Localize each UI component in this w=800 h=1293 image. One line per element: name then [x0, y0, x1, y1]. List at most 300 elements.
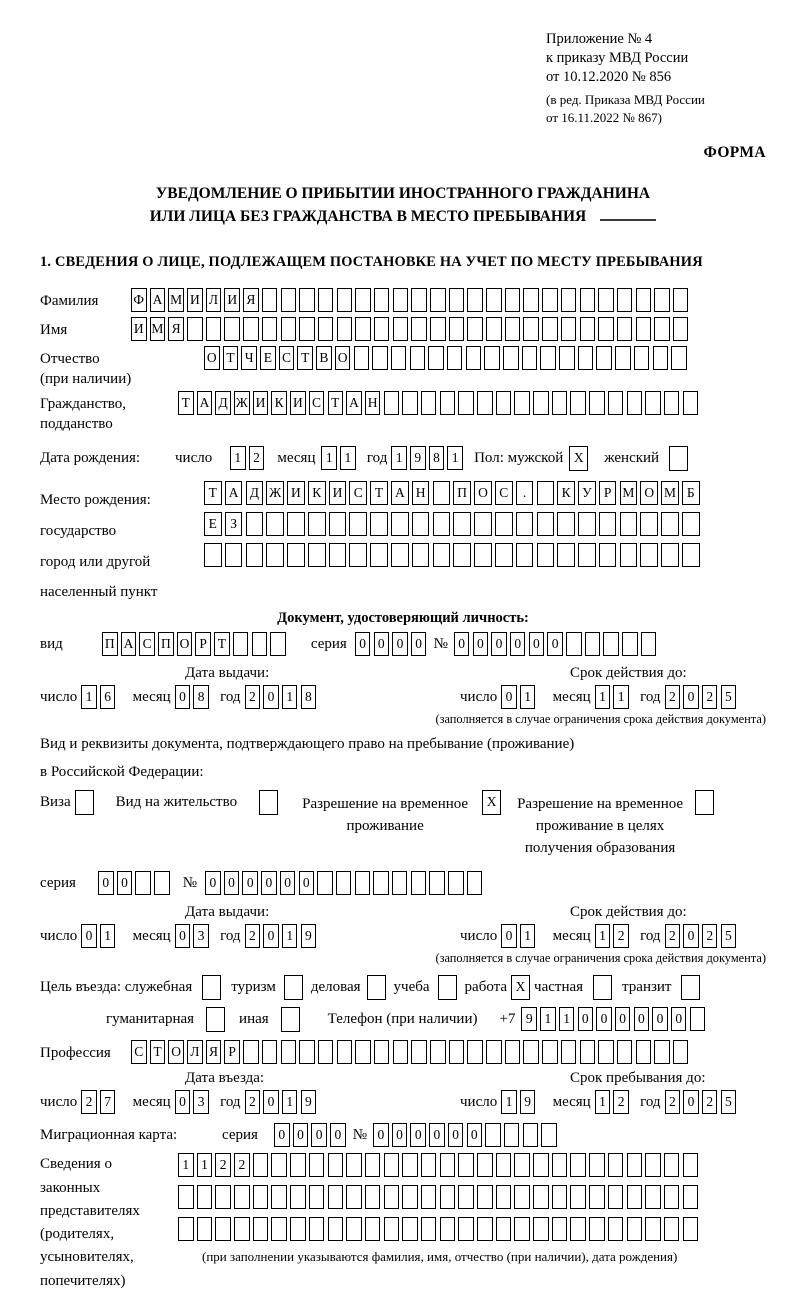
citizenship-cell[interactable]	[627, 391, 643, 415]
patronymic-cell[interactable]	[484, 346, 500, 370]
birth-place-cell[interactable]	[578, 512, 596, 536]
citizenship-cell[interactable]	[421, 391, 437, 415]
name-cell[interactable]	[262, 317, 278, 341]
visa-checkbox[interactable]	[75, 790, 94, 815]
patronymic-cell[interactable]	[634, 346, 650, 370]
citizenship-cell[interactable]: Н	[365, 391, 381, 415]
name-cell[interactable]	[580, 317, 596, 341]
representative-cell[interactable]	[552, 1185, 568, 1209]
patronymic-cell[interactable]	[540, 346, 556, 370]
representative-cell[interactable]	[215, 1217, 231, 1241]
name-cell[interactable]	[467, 317, 483, 341]
representative-cell[interactable]	[365, 1153, 381, 1177]
surname-cell[interactable]	[561, 288, 577, 312]
res-issue-day-cell[interactable]: 0	[81, 924, 97, 948]
stay-month-cell[interactable]: 1	[595, 1090, 611, 1114]
stay-day-cell[interactable]: 9	[520, 1090, 536, 1114]
residence-permit-checkbox[interactable]	[259, 790, 278, 815]
name-cell[interactable]	[561, 317, 577, 341]
representative-cell[interactable]	[253, 1185, 269, 1209]
representative-cell[interactable]	[552, 1217, 568, 1241]
representative-cell[interactable]	[589, 1217, 605, 1241]
surname-cell[interactable]	[486, 288, 502, 312]
doc-type-cell[interactable]: С	[139, 632, 155, 656]
surname-cell[interactable]	[654, 288, 670, 312]
mig-number-cell[interactable]	[541, 1123, 557, 1147]
name-cell[interactable]	[281, 317, 297, 341]
doc-issue-month-cell[interactable]: 0	[175, 685, 191, 709]
doc-number-cell[interactable]	[641, 632, 657, 656]
representative-cell[interactable]	[234, 1217, 250, 1241]
residence-permit-checkbox-cell[interactable]	[259, 790, 278, 815]
representative-cell[interactable]	[271, 1185, 287, 1209]
profession-cell[interactable]	[449, 1040, 465, 1064]
birth-place-cell[interactable]: К	[557, 481, 575, 505]
phone-cell[interactable]: 0	[634, 1007, 650, 1031]
representative-cell[interactable]	[570, 1153, 586, 1177]
citizenship-cell[interactable]: Ж	[234, 391, 250, 415]
birth-place-cell[interactable]	[620, 512, 638, 536]
mig-number-cell[interactable]	[523, 1123, 539, 1147]
birth-place-cell[interactable]	[412, 512, 430, 536]
phone-cell[interactable]: 0	[578, 1007, 594, 1031]
entry-year-cell[interactable]: 0	[263, 1090, 279, 1114]
birth-place-cell[interactable]	[495, 512, 513, 536]
purpose-private-checkbox[interactable]	[593, 975, 612, 1000]
patronymic-cell[interactable]: Т	[223, 346, 239, 370]
representative-cell[interactable]	[664, 1217, 680, 1241]
birth-place-cell[interactable]	[557, 543, 575, 567]
mig-series-cell[interactable]: 0	[311, 1123, 327, 1147]
entry-day-cell[interactable]: 2	[81, 1090, 97, 1114]
profession-cell[interactable]	[411, 1040, 427, 1064]
doc-number-cell[interactable]: 0	[473, 632, 489, 656]
birth-place-cell[interactable]: И	[329, 481, 347, 505]
birth-place-cell[interactable]	[246, 512, 264, 536]
res-issue-year-cell[interactable]: 1	[282, 924, 298, 948]
citizenship-cell[interactable]: К	[271, 391, 287, 415]
name-cell[interactable]	[243, 317, 259, 341]
res-number-cell[interactable]	[411, 871, 427, 895]
res-number-cell[interactable]: 0	[224, 871, 240, 895]
name-cell[interactable]	[449, 317, 465, 341]
res-series-cell[interactable]: 0	[98, 871, 114, 895]
birth-place-cell[interactable]	[474, 512, 492, 536]
citizenship-cell[interactable]	[458, 391, 474, 415]
representative-cell[interactable]	[402, 1185, 418, 1209]
doc-series-cell[interactable]: 0	[411, 632, 427, 656]
res-issue-day-cell[interactable]: 1	[100, 924, 116, 948]
birth-place-cell[interactable]	[349, 543, 367, 567]
res-issue-month-cell[interactable]: 3	[193, 924, 209, 948]
representative-cell[interactable]	[683, 1185, 699, 1209]
profession-cell[interactable]: Т	[150, 1040, 166, 1064]
mig-number-cell[interactable]: 0	[410, 1123, 426, 1147]
representative-cell[interactable]	[627, 1185, 643, 1209]
birth-place-cell[interactable]	[287, 512, 305, 536]
representative-cell[interactable]	[552, 1153, 568, 1177]
surname-cell[interactable]: Л	[206, 288, 222, 312]
birth-place-cell[interactable]	[266, 512, 284, 536]
surname-cell[interactable]	[262, 288, 278, 312]
doc-type-cell[interactable]: Т	[214, 632, 230, 656]
profession-cell[interactable]	[617, 1040, 633, 1064]
stay-year-cell[interactable]: 0	[683, 1090, 699, 1114]
name-cell[interactable]: И	[131, 317, 147, 341]
birth-day-cell[interactable]: 1	[230, 446, 246, 470]
representative-cell[interactable]	[514, 1185, 530, 1209]
res-number-cell[interactable]	[336, 871, 352, 895]
phone-cell[interactable]: 0	[615, 1007, 631, 1031]
citizenship-cell[interactable]	[440, 391, 456, 415]
doc-issue-year-cell[interactable]: 0	[263, 685, 279, 709]
birth-place-cell[interactable]	[682, 543, 700, 567]
birth-place-cell[interactable]: И	[287, 481, 305, 505]
purpose-business-checkbox-cell[interactable]	[367, 975, 386, 1000]
name-cell[interactable]: М	[150, 317, 166, 341]
res-issue-month-cell[interactable]: 0	[175, 924, 191, 948]
res-number-cell[interactable]: 0	[205, 871, 221, 895]
representative-cell[interactable]	[234, 1185, 250, 1209]
birth-place-cell[interactable]	[453, 543, 471, 567]
representative-cell[interactable]	[589, 1153, 605, 1177]
patronymic-cell[interactable]	[410, 346, 426, 370]
name-cell[interactable]	[598, 317, 614, 341]
doc-number-cell[interactable]	[566, 632, 582, 656]
stay-year-cell[interactable]: 5	[721, 1090, 737, 1114]
surname-cell[interactable]	[580, 288, 596, 312]
mig-series-cell[interactable]: 0	[293, 1123, 309, 1147]
profession-cell[interactable]	[393, 1040, 409, 1064]
name-cell[interactable]	[505, 317, 521, 341]
purpose-humanitarian-checkbox-cell[interactable]	[206, 1007, 225, 1032]
birth-place-cell[interactable]	[370, 512, 388, 536]
birth-place-cell[interactable]: О	[474, 481, 492, 505]
representative-cell[interactable]	[627, 1153, 643, 1177]
birth-place-cell[interactable]	[640, 512, 658, 536]
birth-day-cell[interactable]: 2	[249, 446, 265, 470]
name-cell[interactable]	[411, 317, 427, 341]
doc-number-cell[interactable]: 0	[547, 632, 563, 656]
representative-cell[interactable]	[402, 1153, 418, 1177]
profession-cell[interactable]	[523, 1040, 539, 1064]
visa-checkbox-cell[interactable]	[75, 790, 94, 815]
patronymic-cell[interactable]	[391, 346, 407, 370]
doc-issue-day-cell[interactable]: 6	[100, 685, 116, 709]
surname-cell[interactable]	[393, 288, 409, 312]
birth-place-cell[interactable]	[433, 512, 451, 536]
res-number-cell[interactable]	[467, 871, 483, 895]
mig-number-cell[interactable]: 0	[429, 1123, 445, 1147]
birth-place-cell[interactable]: Т	[204, 481, 222, 505]
res-series-cell[interactable]: 0	[117, 871, 133, 895]
birth-place-cell[interactable]	[370, 543, 388, 567]
doc-type-cell[interactable]: Р	[195, 632, 211, 656]
representative-cell[interactable]	[458, 1185, 474, 1209]
surname-cell[interactable]: И	[187, 288, 203, 312]
mig-number-cell[interactable]: 0	[467, 1123, 483, 1147]
name-cell[interactable]	[206, 317, 222, 341]
representative-cell[interactable]	[178, 1217, 194, 1241]
birth-place-cell[interactable]: О	[640, 481, 658, 505]
doc-series-cell[interactable]: 0	[392, 632, 408, 656]
phone-cell[interactable]: 0	[671, 1007, 687, 1031]
doc-type-cell[interactable]	[233, 632, 249, 656]
birth-place-cell[interactable]	[599, 512, 617, 536]
birth-place-cell[interactable]: Н	[412, 481, 430, 505]
res-number-cell[interactable]: 0	[261, 871, 277, 895]
birth-month-cell[interactable]: 1	[340, 446, 356, 470]
res-valid-day-cell[interactable]: 1	[520, 924, 536, 948]
representative-cell[interactable]	[664, 1185, 680, 1209]
representative-cell[interactable]	[440, 1217, 456, 1241]
name-cell[interactable]	[486, 317, 502, 341]
citizenship-cell[interactable]	[496, 391, 512, 415]
birth-place-cell[interactable]: М	[661, 481, 679, 505]
mig-number-cell[interactable]: 0	[373, 1123, 389, 1147]
purpose-work-checkbox-cell[interactable]: X	[511, 975, 530, 1000]
representative-cell[interactable]	[290, 1185, 306, 1209]
purpose-private-checkbox-cell[interactable]	[593, 975, 612, 1000]
birth-place-cell[interactable]: Т	[370, 481, 388, 505]
res-valid-year-cell[interactable]: 0	[683, 924, 699, 948]
representative-cell[interactable]: 1	[197, 1153, 213, 1177]
entry-month-cell[interactable]: 0	[175, 1090, 191, 1114]
birth-place-cell[interactable]	[412, 543, 430, 567]
temp-residence-edu-checkbox[interactable]	[695, 790, 714, 815]
representative-cell[interactable]	[589, 1185, 605, 1209]
profession-cell[interactable]	[318, 1040, 334, 1064]
birth-place-cell[interactable]: А	[391, 481, 409, 505]
citizenship-cell[interactable]	[664, 391, 680, 415]
purpose-humanitarian-checkbox[interactable]	[206, 1007, 225, 1032]
res-series-cell[interactable]	[154, 871, 170, 895]
patronymic-cell[interactable]	[522, 346, 538, 370]
citizenship-cell[interactable]	[570, 391, 586, 415]
representative-cell[interactable]	[533, 1185, 549, 1209]
mig-number-cell[interactable]	[504, 1123, 520, 1147]
birth-year-cell[interactable]: 9	[410, 446, 426, 470]
birth-place-cell[interactable]	[599, 543, 617, 567]
name-cell[interactable]	[523, 317, 539, 341]
patronymic-cell[interactable]: О	[335, 346, 351, 370]
profession-cell[interactable]: Р	[224, 1040, 240, 1064]
res-valid-day-cell[interactable]: 0	[501, 924, 517, 948]
representative-cell[interactable]	[309, 1153, 325, 1177]
surname-cell[interactable]: Ф	[131, 288, 147, 312]
representative-cell[interactable]	[496, 1185, 512, 1209]
birth-place-cell[interactable]	[537, 543, 555, 567]
doc-issue-day-cell[interactable]: 1	[81, 685, 97, 709]
birth-place-cell[interactable]: Ж	[266, 481, 284, 505]
patronymic-cell[interactable]: Т	[297, 346, 313, 370]
patronymic-cell[interactable]: С	[279, 346, 295, 370]
patronymic-cell[interactable]	[503, 346, 519, 370]
stay-month-cell[interactable]: 2	[613, 1090, 629, 1114]
patronymic-cell[interactable]: В	[316, 346, 332, 370]
representative-cell[interactable]	[384, 1217, 400, 1241]
birth-place-cell[interactable]: У	[578, 481, 596, 505]
doc-number-cell[interactable]	[603, 632, 619, 656]
name-cell[interactable]	[318, 317, 334, 341]
citizenship-cell[interactable]: А	[197, 391, 213, 415]
citizenship-cell[interactable]	[589, 391, 605, 415]
profession-cell[interactable]	[430, 1040, 446, 1064]
birth-year-cell[interactable]: 1	[391, 446, 407, 470]
birth-place-cell[interactable]	[287, 543, 305, 567]
surname-cell[interactable]	[318, 288, 334, 312]
doc-valid-month-cell[interactable]: 1	[595, 685, 611, 709]
birth-place-cell[interactable]	[537, 512, 555, 536]
doc-series-cell[interactable]: 0	[374, 632, 390, 656]
res-number-cell[interactable]	[317, 871, 333, 895]
profession-cell[interactable]	[243, 1040, 259, 1064]
res-valid-month-cell[interactable]: 1	[595, 924, 611, 948]
representative-cell[interactable]	[197, 1217, 213, 1241]
representative-cell[interactable]	[271, 1153, 287, 1177]
representative-cell[interactable]	[328, 1185, 344, 1209]
representative-cell[interactable]	[346, 1217, 362, 1241]
representative-cell[interactable]	[346, 1185, 362, 1209]
doc-issue-year-cell[interactable]: 2	[245, 685, 261, 709]
representative-cell[interactable]	[533, 1217, 549, 1241]
citizenship-cell[interactable]	[645, 391, 661, 415]
profession-cell[interactable]	[673, 1040, 689, 1064]
profession-cell[interactable]	[486, 1040, 502, 1064]
citizenship-cell[interactable]: С	[309, 391, 325, 415]
res-valid-year-cell[interactable]: 5	[721, 924, 737, 948]
name-cell[interactable]	[393, 317, 409, 341]
entry-year-cell[interactable]: 2	[245, 1090, 261, 1114]
patronymic-cell[interactable]	[596, 346, 612, 370]
surname-cell[interactable]	[617, 288, 633, 312]
doc-valid-year-cell[interactable]: 2	[665, 685, 681, 709]
representative-cell[interactable]	[421, 1153, 437, 1177]
purpose-study-checkbox-cell[interactable]	[438, 975, 457, 1000]
temp-residence-edu-checkbox-cell[interactable]	[695, 790, 714, 815]
phone-cell[interactable]: 0	[652, 1007, 668, 1031]
representative-cell[interactable]	[328, 1153, 344, 1177]
citizenship-cell[interactable]	[533, 391, 549, 415]
birth-place-cell[interactable]	[474, 543, 492, 567]
patronymic-cell[interactable]	[615, 346, 631, 370]
profession-cell[interactable]	[542, 1040, 558, 1064]
profession-cell[interactable]	[467, 1040, 483, 1064]
profession-cell[interactable]	[281, 1040, 297, 1064]
surname-cell[interactable]	[467, 288, 483, 312]
res-number-cell[interactable]: 0	[242, 871, 258, 895]
phone-cell[interactable]: 0	[596, 1007, 612, 1031]
patronymic-cell[interactable]	[559, 346, 575, 370]
representative-cell[interactable]	[440, 1153, 456, 1177]
phone-cell[interactable]	[690, 1007, 706, 1031]
citizenship-cell[interactable]: Д	[215, 391, 231, 415]
representative-cell[interactable]	[384, 1153, 400, 1177]
patronymic-cell[interactable]	[653, 346, 669, 370]
res-issue-year-cell[interactable]: 0	[263, 924, 279, 948]
citizenship-cell[interactable]	[514, 391, 530, 415]
purpose-work-checkbox[interactable]	[511, 975, 530, 1000]
birth-place-cell[interactable]	[682, 512, 700, 536]
doc-issue-month-cell[interactable]: 8	[193, 685, 209, 709]
res-valid-year-cell[interactable]: 2	[702, 924, 718, 948]
entry-year-cell[interactable]: 1	[282, 1090, 298, 1114]
representative-cell[interactable]	[645, 1217, 661, 1241]
profession-cell[interactable]	[355, 1040, 371, 1064]
purpose-official-checkbox-cell[interactable]	[202, 975, 221, 1000]
birth-place-cell[interactable]: С	[495, 481, 513, 505]
surname-cell[interactable]	[523, 288, 539, 312]
surname-cell[interactable]	[449, 288, 465, 312]
representative-cell[interactable]	[458, 1217, 474, 1241]
representative-cell[interactable]	[496, 1153, 512, 1177]
purpose-other-checkbox-cell[interactable]	[281, 1007, 300, 1032]
representative-cell[interactable]	[346, 1153, 362, 1177]
representative-cell[interactable]	[477, 1153, 493, 1177]
representative-cell[interactable]: 1	[178, 1153, 194, 1177]
res-number-cell[interactable]	[373, 871, 389, 895]
birth-place-cell[interactable]: М	[620, 481, 638, 505]
birth-place-cell[interactable]	[661, 543, 679, 567]
representative-cell[interactable]	[421, 1217, 437, 1241]
representative-cell[interactable]	[290, 1153, 306, 1177]
doc-valid-day-cell[interactable]: 1	[520, 685, 536, 709]
representative-cell[interactable]	[253, 1153, 269, 1177]
doc-valid-year-cell[interactable]: 0	[683, 685, 699, 709]
mig-series-cell[interactable]: 0	[274, 1123, 290, 1147]
citizenship-cell[interactable]: Т	[328, 391, 344, 415]
birth-place-cell[interactable]: Е	[204, 512, 222, 536]
birth-place-cell[interactable]	[266, 543, 284, 567]
birth-place-cell[interactable]: З	[225, 512, 243, 536]
representative-cell[interactable]	[570, 1185, 586, 1209]
name-cell[interactable]	[654, 317, 670, 341]
representative-cell[interactable]	[645, 1185, 661, 1209]
representative-cell[interactable]	[290, 1217, 306, 1241]
citizenship-cell[interactable]: Т	[178, 391, 194, 415]
representative-cell[interactable]	[683, 1217, 699, 1241]
mig-number-cell[interactable]	[485, 1123, 501, 1147]
res-valid-year-cell[interactable]: 2	[665, 924, 681, 948]
stay-year-cell[interactable]: 2	[702, 1090, 718, 1114]
doc-type-cell[interactable]: П	[158, 632, 174, 656]
patronymic-cell[interactable]: О	[204, 346, 220, 370]
birth-place-cell[interactable]	[329, 512, 347, 536]
representative-cell[interactable]	[253, 1217, 269, 1241]
citizenship-cell[interactable]	[683, 391, 699, 415]
representative-cell[interactable]	[365, 1217, 381, 1241]
doc-type-cell[interactable]: О	[177, 632, 193, 656]
doc-valid-day-cell[interactable]: 0	[501, 685, 517, 709]
mig-series-cell[interactable]: 0	[330, 1123, 346, 1147]
name-cell[interactable]	[355, 317, 371, 341]
representative-cell[interactable]	[645, 1153, 661, 1177]
surname-cell[interactable]	[337, 288, 353, 312]
doc-type-cell[interactable]	[252, 632, 268, 656]
doc-number-cell[interactable]: 0	[510, 632, 526, 656]
res-series-cell[interactable]	[135, 871, 151, 895]
entry-year-cell[interactable]: 9	[301, 1090, 317, 1114]
profession-cell[interactable]	[580, 1040, 596, 1064]
birth-year-cell[interactable]: 8	[429, 446, 445, 470]
profession-cell[interactable]	[654, 1040, 670, 1064]
patronymic-cell[interactable]	[428, 346, 444, 370]
birth-place-cell[interactable]	[516, 543, 534, 567]
purpose-business-checkbox[interactable]	[367, 975, 386, 1000]
birth-place-cell[interactable]	[204, 543, 222, 567]
profession-cell[interactable]: О	[168, 1040, 184, 1064]
name-cell[interactable]	[430, 317, 446, 341]
